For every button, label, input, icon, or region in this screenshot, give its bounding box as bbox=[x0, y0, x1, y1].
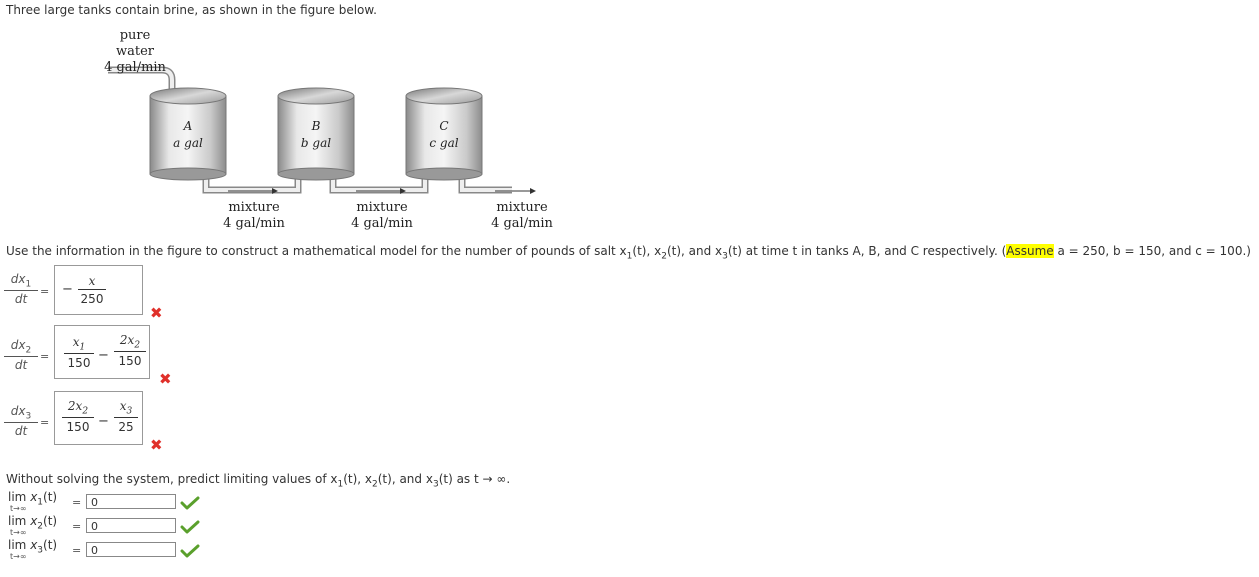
fraction-x3-25 bbox=[114, 399, 138, 434]
tanks-figure bbox=[100, 28, 560, 238]
incorrect-icon: ✖ bbox=[159, 370, 172, 388]
tank-a-volume: a gal bbox=[173, 136, 203, 150]
frac-num: x bbox=[78, 274, 106, 290]
q1-part: Use the information in the figure to construct a mathematical model for the number of pounds of salt x bbox=[6, 244, 627, 258]
equals-sign: = bbox=[72, 520, 82, 533]
lim-word: lim bbox=[8, 490, 27, 504]
derivative-dx2-dt bbox=[4, 338, 38, 372]
deriv-sub: 2 bbox=[25, 345, 32, 356]
q2-part: Without solving the system, predict limiting values of x bbox=[6, 472, 338, 486]
incorrect-icon: ✖ bbox=[150, 436, 163, 454]
correct-check-icon bbox=[180, 520, 200, 534]
derivative-dx1-dt bbox=[4, 272, 38, 306]
frac-num: 2x bbox=[119, 333, 135, 347]
lim-arg: (t) bbox=[43, 514, 58, 528]
equals-sign: = bbox=[72, 544, 82, 557]
inflow-rate: 4 gal/min bbox=[104, 60, 166, 75]
inflow-text: pure water bbox=[115, 28, 154, 59]
derivative-dx3-dt bbox=[4, 404, 38, 438]
tank-c-label bbox=[424, 118, 464, 152]
deriv-num: dx bbox=[10, 338, 26, 352]
deriv-num: dx bbox=[10, 272, 26, 286]
frac-den: 25 bbox=[118, 420, 134, 435]
lim-word: lim bbox=[8, 538, 27, 552]
q2-sub1: 1 bbox=[337, 479, 344, 490]
frac-num: x bbox=[72, 335, 80, 349]
frac-sub: 2 bbox=[134, 340, 141, 351]
minus-sign: − bbox=[62, 282, 73, 297]
lim-arg: (t) bbox=[43, 538, 58, 552]
q1-part: (t) at time t in tanks A, B, and C respectively. ( bbox=[727, 244, 1007, 258]
q2-sub3: 3 bbox=[432, 479, 439, 490]
limit-x1 bbox=[8, 490, 58, 513]
frac-sub: 3 bbox=[126, 406, 133, 417]
flow-bc-rate: 4 gal/min bbox=[351, 216, 413, 231]
q2-part: (t), x bbox=[343, 472, 373, 486]
lim-sub: 2 bbox=[37, 521, 44, 532]
q1-sub1: 1 bbox=[626, 251, 633, 262]
deriv-sub: 3 bbox=[25, 411, 32, 422]
lim-word: lim bbox=[8, 514, 27, 528]
limit-x2-input[interactable]: 0 bbox=[86, 518, 176, 533]
frac-den: 150 bbox=[67, 356, 91, 371]
fraction-x1-150 bbox=[64, 335, 94, 370]
lim-fn: x bbox=[30, 514, 38, 528]
frac-num: 2x bbox=[67, 399, 83, 413]
tank-b-volume: b gal bbox=[300, 136, 332, 150]
lim-under: t→∞ bbox=[10, 528, 27, 537]
tank-c-volume: c gal bbox=[429, 136, 459, 150]
frac-den: 150 bbox=[118, 354, 142, 369]
correct-check-icon bbox=[180, 544, 200, 558]
lim-fn: x bbox=[30, 538, 38, 552]
flow-ab-rate: 4 gal/min bbox=[223, 216, 285, 231]
question-1-text bbox=[6, 244, 1251, 261]
lim-sub: 1 bbox=[37, 497, 44, 508]
equals-sign: = bbox=[40, 285, 50, 298]
flow-bc-text: mixture bbox=[356, 200, 408, 215]
deriv-den: dt bbox=[14, 424, 28, 439]
lim-under: t→∞ bbox=[10, 552, 27, 561]
limit-x2 bbox=[8, 514, 58, 537]
question-2-text bbox=[6, 472, 510, 489]
frac-sub: 1 bbox=[79, 342, 86, 353]
q1-sub2: 2 bbox=[661, 251, 667, 262]
tank-a-letter: A bbox=[183, 119, 193, 133]
minus-sign: − bbox=[98, 414, 109, 429]
equals-sign: = bbox=[40, 416, 50, 429]
deriv-den: dt bbox=[14, 292, 28, 307]
equals-sign: = bbox=[72, 496, 82, 509]
deriv-den: dt bbox=[14, 358, 28, 373]
tank-c-letter: C bbox=[439, 119, 449, 133]
flow-out-rate: 4 gal/min bbox=[491, 216, 553, 231]
deriv-sub: 1 bbox=[25, 279, 32, 290]
correct-check-icon bbox=[180, 496, 200, 510]
tank-a-label bbox=[168, 118, 208, 152]
limit-x1-input[interactable]: 0 bbox=[86, 494, 176, 509]
intro-text: Three large tanks contain brine, as shown in the figure below. bbox=[6, 3, 377, 17]
incorrect-icon: ✖ bbox=[150, 304, 163, 322]
flow-out-text: mixture bbox=[496, 200, 548, 215]
fraction-2x2-150 bbox=[114, 333, 146, 368]
equals-sign: = bbox=[40, 350, 50, 363]
flow-out-label bbox=[486, 200, 558, 232]
inflow-label bbox=[100, 28, 170, 76]
flow-bc-label bbox=[346, 200, 418, 232]
minus-sign: − bbox=[98, 348, 109, 363]
frac-den: 250 bbox=[80, 292, 104, 306]
q1-assume-rest: a = 250, b = 150, and c = 100.) bbox=[1053, 244, 1251, 258]
fraction-x-250 bbox=[78, 274, 106, 306]
lim-under: t→∞ bbox=[10, 504, 27, 513]
flow-ab-label bbox=[218, 200, 290, 232]
q2-sub2: 2 bbox=[372, 479, 378, 490]
frac-den: 150 bbox=[66, 420, 90, 435]
q1-part: (t), x bbox=[632, 244, 662, 258]
lim-sub: 3 bbox=[37, 545, 44, 556]
fraction-2x2-150 bbox=[62, 399, 94, 434]
deriv-num: dx bbox=[10, 404, 26, 418]
lim-arg: (t) bbox=[43, 490, 58, 504]
q1-sub3: 3 bbox=[722, 251, 728, 262]
q2-part: (t), and x bbox=[377, 472, 433, 486]
limit-x3 bbox=[8, 538, 58, 561]
frac-num: x bbox=[119, 399, 127, 413]
q2-part: (t) as t → ∞. bbox=[438, 472, 511, 486]
limit-x3-input[interactable]: 0 bbox=[86, 542, 176, 557]
frac-sub: 2 bbox=[82, 406, 89, 417]
tank-b-letter: B bbox=[311, 119, 321, 133]
lim-fn: x bbox=[30, 490, 38, 504]
assume-highlight: Assume bbox=[1006, 244, 1054, 258]
tank-b-label bbox=[296, 118, 336, 152]
flow-ab-text: mixture bbox=[228, 200, 280, 215]
q1-part: (t), and x bbox=[666, 244, 723, 258]
